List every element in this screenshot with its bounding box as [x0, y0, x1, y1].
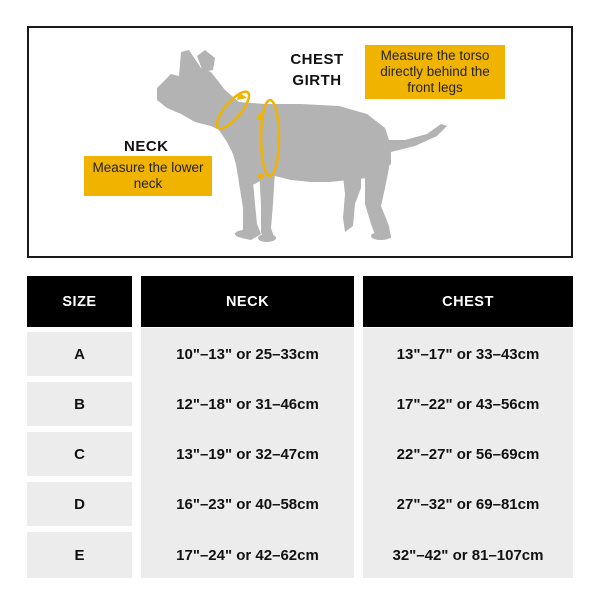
neck-title: NECK	[124, 138, 169, 155]
size-cell-c: C	[27, 432, 132, 476]
chest-girth-title	[287, 49, 347, 91]
size-cell-a: A	[27, 332, 132, 376]
neck-cell-b: 12"–18" or 31–46cm	[176, 395, 319, 413]
chest-title-line2: GIRTH	[292, 72, 342, 89]
size-cell-b: B	[27, 382, 132, 426]
neck-instruction-box	[84, 156, 212, 196]
neck-cell-c: 13"–19" or 32–47cm	[176, 445, 319, 463]
chest-instruction-text: Measure the torso directly behind the front legs	[380, 48, 490, 95]
neck-cell-d: 16"–23" or 40–58cm	[176, 495, 319, 513]
chest-cell-c: 22"–27" or 56–69cm	[396, 445, 540, 463]
measurement-illustration	[27, 26, 573, 258]
header-neck: NECK	[141, 276, 354, 327]
chest-cell-e: 32"–42" or 81–107cm	[392, 546, 544, 564]
chest-cell-b: 17"–22" or 43–56cm	[396, 395, 540, 413]
chest-instruction-box	[365, 45, 505, 99]
header-size: SIZE	[27, 276, 132, 327]
neck-cell-e: 17"–24" or 42–62cm	[176, 546, 319, 564]
header-chest: CHEST	[363, 276, 573, 327]
chest-cell-a: 13"–17" or 33–43cm	[396, 345, 540, 363]
neck-instruction-text: Measure the lower neck	[92, 160, 204, 191]
size-cell-d: D	[27, 482, 132, 526]
chest-title-line1: CHEST	[290, 51, 344, 68]
chest-cell-d: 27"–32" or 69–81cm	[396, 495, 540, 513]
neck-cell-a: 10"–13" or 25–33cm	[176, 345, 319, 363]
size-cell-e: E	[27, 532, 132, 578]
